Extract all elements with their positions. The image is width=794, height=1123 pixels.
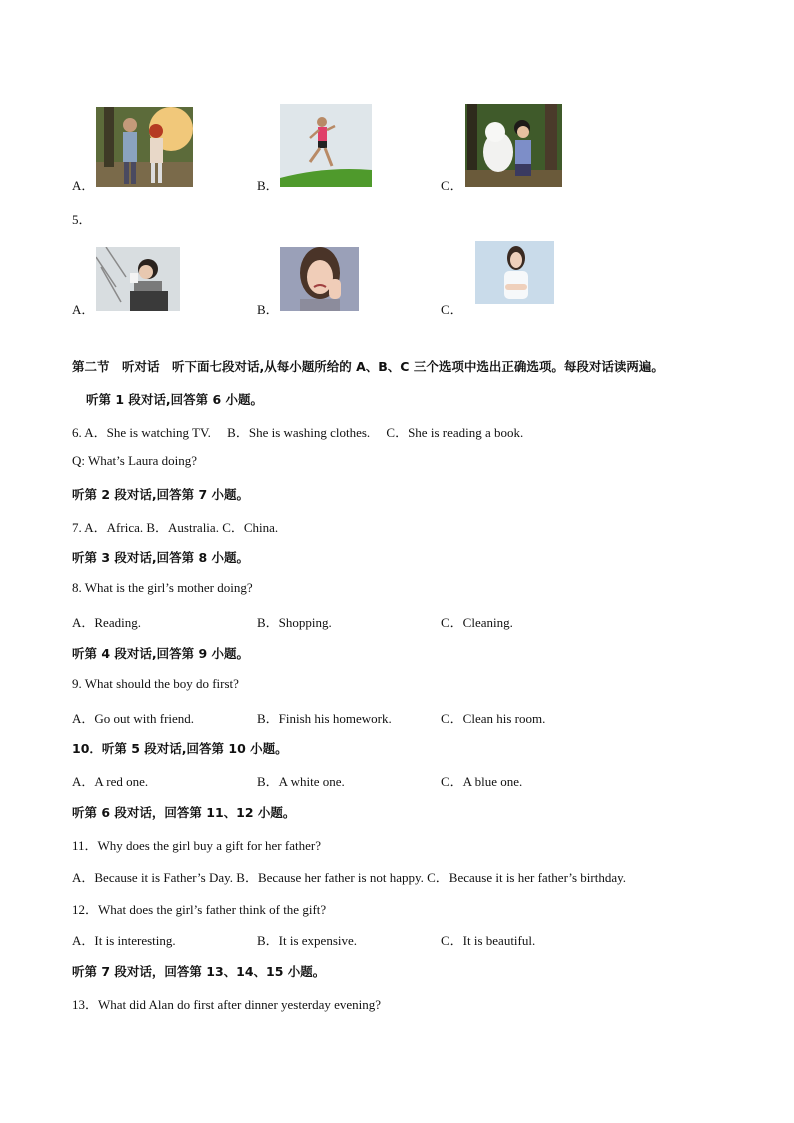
q4-option-a-image	[96, 107, 193, 187]
question-8-option-b: B．Shopping.	[257, 615, 332, 630]
question-13-question: 13．What did Alan do first after dinner yesterday evening?	[72, 997, 382, 1012]
question-9-question: 9. What should the boy do first?	[72, 676, 239, 691]
section-heading: 第二节 听对话 听下面七段对话,从每小题所给的 A、B、C 三个选项中选出正确选项。每段对话读两遍。	[72, 359, 664, 374]
q5-option-a-image	[96, 247, 180, 311]
dialogue-6-instruction: 听第 6 段对话，回答第 11、12 小题。	[72, 805, 296, 820]
q5-option-b-image	[280, 247, 359, 311]
question-8-option-c: C．Cleaning.	[441, 615, 513, 630]
question-9-option-a: A．Go out with friend.	[72, 711, 195, 726]
q5-option-c-image	[475, 241, 554, 304]
question-6-options: 6. A．She is watching TV. B．She is washing clothes. C．She is reading a book.	[72, 425, 524, 440]
q4-option-c-image	[465, 104, 562, 187]
dialogue-4-instruction: 听第 4 段对话,回答第 9 小题。	[72, 646, 250, 661]
dialogue-2-instruction: 听第 2 段对话,回答第 7 小题。	[72, 487, 250, 502]
question-11-question: 11．Why does the girl buy a gift for her father?	[72, 838, 321, 853]
q5-option-a-letter: A．	[72, 302, 95, 317]
q4-option-b-image	[280, 104, 372, 187]
q5-option-b-letter: B．	[257, 302, 279, 317]
question-8-option-a: A．Reading.	[72, 615, 141, 630]
question-7-options: 7. A．Africa. B．Australia. C．China.	[72, 520, 279, 535]
question-12-option-a: A．It is interesting.	[72, 933, 176, 948]
question-10-option-a: A．A red one.	[72, 774, 149, 789]
q4-option-a-letter: A．	[72, 178, 95, 193]
dialogue-7-instruction: 听第 7 段对话，回答第 13、14、15 小题。	[72, 964, 326, 979]
q4-option-c-letter: C．	[441, 178, 463, 193]
q4-option-b-letter: B．	[257, 178, 279, 193]
question-6-question: Q: What’s Laura doing?	[72, 453, 198, 468]
question-9-option-b: B．Finish his homework.	[257, 711, 392, 726]
question-12-question: 12．What does the girl’s father think of the gift?	[72, 902, 327, 917]
q5-option-c-letter: C．	[441, 302, 463, 317]
question-12-option-b: B．It is expensive.	[257, 933, 358, 948]
question-11-options: A．Because it is Father’s Day. B．Because her father is not happy. C．Because it is her father’s birthday.	[72, 870, 627, 885]
q5-number: 5．	[72, 212, 92, 227]
question-8-question: 8. What is the girl’s mother doing?	[72, 580, 253, 595]
question-9-option-c: C．Clean his room.	[441, 711, 546, 726]
dialogue-3-instruction: 听第 3 段对话,回答第 8 小题。	[72, 550, 250, 565]
question-10-option-b: B．A white one.	[257, 774, 345, 789]
question-12-option-c: C．It is beautiful.	[441, 933, 536, 948]
dialogue-1-instruction: 听第 1 段对话,回答第 6 小题。	[86, 392, 264, 407]
dialogue-5-instruction: 10．听第 5 段对话,回答第 10 小题。	[72, 741, 288, 756]
question-10-option-c: C．A blue one.	[441, 774, 523, 789]
